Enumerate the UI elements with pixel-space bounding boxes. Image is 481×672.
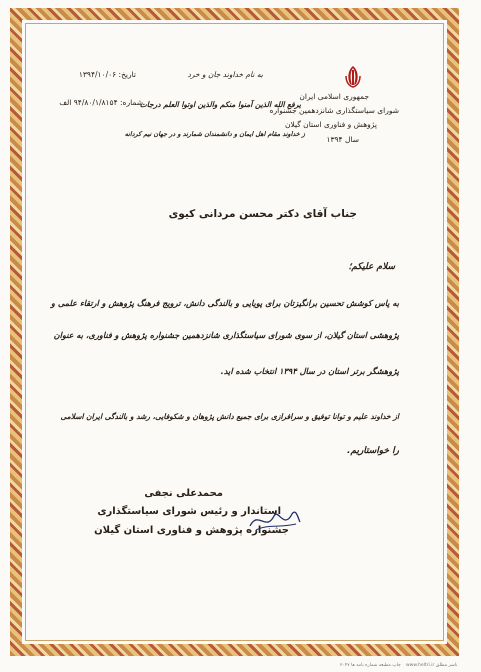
body-line1: به پاس کوشش تحسین برانگیزتان برای پویایی و بالندگی دانش، ترویج فرهنگ پژوهش و ارتقاء علمی و bbox=[51, 298, 399, 308]
signer-title2: جشنواره پژوهش و فناوری استان گیلان bbox=[94, 525, 289, 536]
signer-name: محمدعلی نجفی bbox=[144, 488, 223, 499]
number-label: شماره: ۹۴/۸۰/۱/۸۱۵۴ الف bbox=[59, 98, 143, 107]
org-year: سال ۱۳۹۴ bbox=[326, 135, 359, 144]
org-line1: جمهوری اسلامی ایران bbox=[299, 92, 369, 101]
prayer-verse: یرفع الله الذین آمنوا منکم والذین اوتوا العلم درجات bbox=[139, 100, 301, 109]
footer-right: www.heltri.ir ناشر مطلق bbox=[406, 663, 458, 668]
basmala: به نام خداوند جان و خرد bbox=[187, 70, 263, 79]
poem-line: ز خداوند مقام اهل ایمان و دانشمندان شمارند و در جهان نیم کردانه bbox=[124, 130, 305, 138]
recipient-name: جناب آقای دکتر محسن مردانی کیوی bbox=[168, 208, 357, 220]
date-label: تاریخ: ۱۳۹۴/۱۰/۰۶ bbox=[78, 70, 136, 79]
org-line3: پژوهش و فناوری استان گیلان bbox=[284, 120, 377, 129]
greeting: سلام علیکم؛ bbox=[348, 262, 395, 272]
body-line4: از خداوند علیم و توانا توفیق و سرافرازی برای جمیع دانش پژوهان و شکوفایی، رشد و بالندگی ایران اسلامی bbox=[60, 412, 399, 421]
body-line3: پژوهشگر برتر استان در سال ۱۳۹۴ انتخاب شده اید. bbox=[220, 366, 399, 376]
signer-title1: استاندار و رئیس شورای سیاستگذاری bbox=[97, 506, 281, 517]
org-line2: شورای سیاستگذاری شانزدهمین جشنواره bbox=[269, 106, 399, 115]
handwritten-signature bbox=[246, 504, 302, 534]
footer-left: ۲۰۴۷ چاپ مطبعه شماره نامه ها bbox=[340, 663, 401, 668]
body-line5: را خواستاریم. bbox=[347, 446, 399, 456]
iran-emblem-icon bbox=[342, 64, 364, 88]
body-line2: پژوهشی استان گیلان، از سوی شورای سیاستگذاری شانزدهمین جشنواره پژوهش و فناوری، به عنوان bbox=[53, 330, 399, 340]
